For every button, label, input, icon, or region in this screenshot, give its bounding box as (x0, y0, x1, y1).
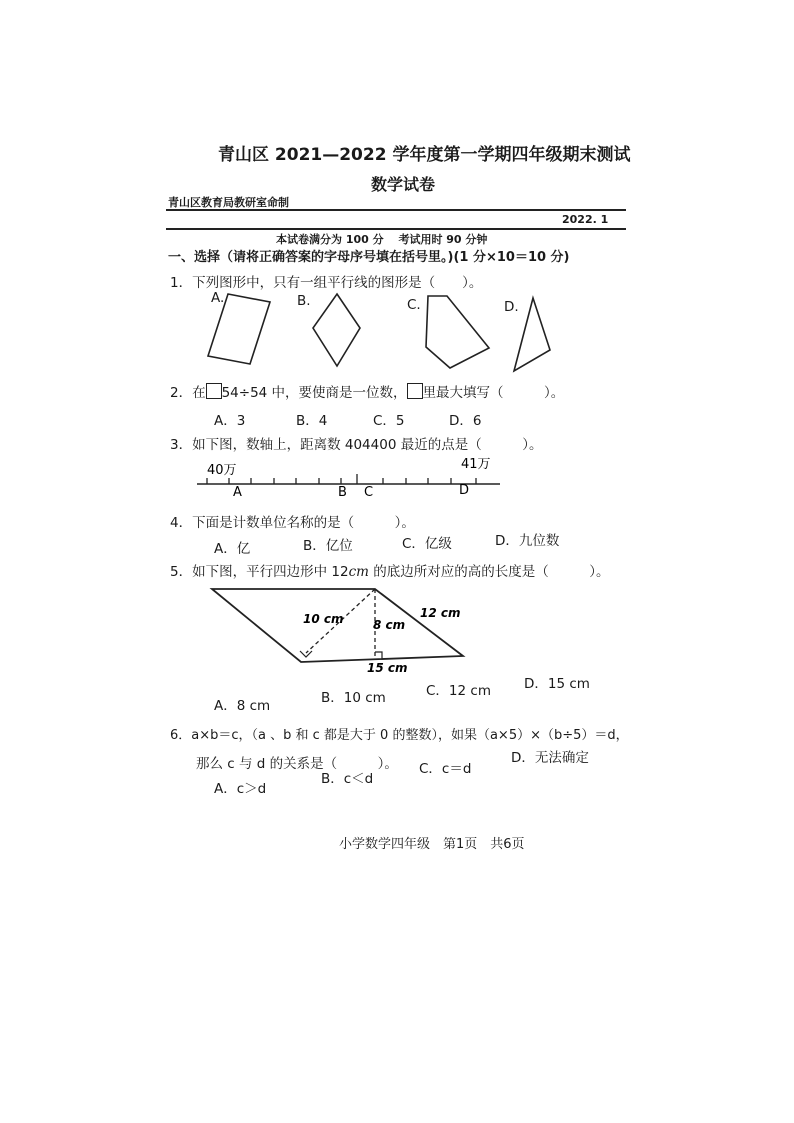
q2-option-d: D．6 (449, 413, 482, 429)
q2-stem-pre: 2．在 (170, 385, 206, 401)
q5-stem-pre: 5．如下图，平行四边形中 12 (170, 564, 349, 580)
q1-label-a: A. (211, 290, 225, 306)
q5-option-c: C．12 cm (426, 683, 491, 699)
q5-option-a: A．8 cm (214, 698, 271, 714)
axis-label-right: 41万 (461, 457, 491, 472)
q1-label-c: C. (407, 297, 421, 313)
point-b: B (338, 485, 347, 500)
q6-option-b: B．c＜d (321, 771, 374, 787)
q2-stem-post: 里最大填写（ ）。 (422, 385, 565, 401)
label-15cm: 15 cm (367, 661, 408, 675)
q2-option-a: A．3 (214, 413, 246, 429)
q5-stem-post: 的底边所对应的高的长度是（ ）。 (368, 564, 610, 580)
exam-title: 青山区 2021—2022 学年度第一学期四年级期末测试 (218, 145, 631, 165)
axis-label-left: 40万 (207, 463, 237, 478)
point-c: C (364, 485, 374, 500)
q4-option-c: C．亿级 (402, 536, 452, 552)
q1-stem: 1．下列图形中，只有一组平行线的图形是（ ）。 (170, 275, 483, 291)
q3-stem: 3．如下图，数轴上，距离数 404400 最近的点是（ ）。 (170, 437, 543, 453)
right-angle-mark-2 (375, 652, 382, 659)
q4-option-a: A．亿 (214, 541, 251, 557)
q2-option-c: C．5 (373, 413, 405, 429)
exam-info: 本试卷满分为 100 分 考试用时 90 分钟 (276, 233, 488, 246)
q6-option-c: C．c＝d (419, 761, 472, 777)
q1-label-b: B. (297, 293, 311, 309)
q2-stem-mid: 54÷54 中，要使商是一位数， (221, 385, 407, 401)
section-heading: 一、选择（请将正确答案的字母序号填在括号里。)(1 分×10＝10 分) (168, 250, 570, 265)
point-a: A (233, 485, 242, 500)
q4-option-b: B．亿位 (303, 538, 353, 554)
q6-option-a: A．c＞d (214, 781, 267, 797)
q5-stem-unit: cm (348, 564, 369, 580)
q6-stem-line1: 6．a×b＝c，（a 、b 和 c 都是大于 0 的整数），如果（a×5）×（b÷5）＝d， (170, 728, 629, 743)
q4-option-d: D．九位数 (495, 533, 560, 549)
q2-option-b: B．4 (296, 413, 328, 429)
issuer: 青山区教育局教研室命制 (168, 196, 289, 209)
q4-stem: 4．下面是计数单位名称的是（ ）。 (170, 515, 415, 531)
q5-option-b: B．10 cm (321, 690, 386, 706)
right-angle-mark-1 (300, 651, 312, 657)
q6-option-d: D．无法确定 (511, 750, 589, 766)
label-12cm: 12 cm (420, 606, 461, 620)
point-d: D (459, 483, 470, 498)
exam-date: 2022. 1 (562, 213, 609, 226)
q1-label-d: D. (504, 299, 519, 315)
q5-option-d: D．15 cm (524, 676, 590, 692)
label-10cm: 10 cm (303, 612, 344, 626)
label-8cm: 8 cm (373, 618, 406, 632)
page-footer: 小学数学四年级 第1页 共6页 (339, 837, 525, 852)
exam-subtitle: 数学试卷 (371, 175, 436, 194)
q6-stem-line2: 那么 c 与 d 的关系是（ ）。 (196, 756, 398, 772)
